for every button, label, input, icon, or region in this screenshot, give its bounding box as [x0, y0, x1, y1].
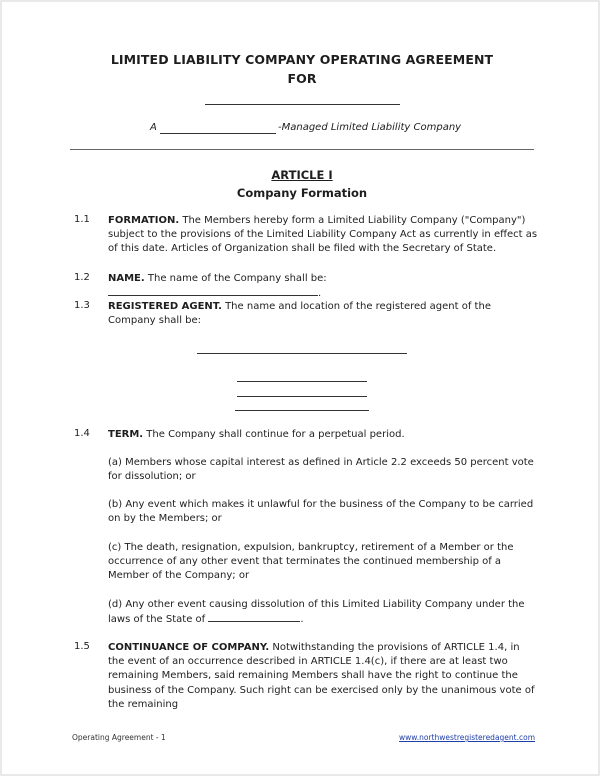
section-registered-agent [108, 300, 538, 328]
header-divider [70, 149, 534, 150]
section-number: 1.5 [74, 641, 90, 652]
section-text: Notwithstanding the provisions of ARTICLE 1.4, in the event of an occurrence described in ARTICLE 1.4(c), if there are at least two remaining Members, said remaining Members shall have the right to continue the business of the Company. Such right can be exercised only by the unanimous vote of the remaining [108, 642, 535, 710]
footer-website-link[interactable]: www.northwestregisteredagent.com [399, 733, 536, 742]
section-number: 1.2 [74, 272, 90, 283]
company-name-field[interactable] [108, 286, 318, 296]
section-heading: REGISTERED AGENT. [108, 301, 222, 312]
subtitle-suffix: -Managed Limited Liability Company [278, 122, 462, 133]
document-title: LIMITED LIABILITY COMPANY OPERATING AGREEMENT [110, 52, 494, 67]
managed-type-blank[interactable] [160, 133, 276, 134]
article-name: Company Formation [236, 186, 368, 200]
article-number: ARTICLE I [271, 168, 333, 182]
section-text: The Company shall continue for a perpetual period. [146, 429, 405, 440]
agent-name-field[interactable] [197, 353, 407, 354]
section-text: The name of the Company shall be: [147, 273, 327, 284]
term-clause-d [108, 598, 538, 627]
section-end: . [318, 288, 322, 300]
document-title-for: FOR [287, 71, 317, 86]
footer-page-label: Operating Agreement - 1 [72, 733, 166, 742]
clause-d-text: (d) Any other event causing dissolution of this Limited Liability Company under the laws of the State of [108, 599, 525, 626]
section-heading: NAME. [108, 273, 145, 284]
section-name [108, 272, 538, 301]
section-heading: FORMATION. [108, 215, 180, 226]
company-name-blank[interactable] [205, 104, 400, 105]
state-field[interactable] [208, 612, 300, 622]
term-clause-c: (c) The death, resignation, expulsion, bankruptcy, retirement of a Member or the occurrence of any other event that terminates the continued membership of a Member of the Company; or [108, 542, 514, 582]
section-text: The name and location of the registered agent of the Company shall be: [108, 301, 491, 327]
agent-address-line-2[interactable] [237, 396, 367, 397]
section-number: 1.1 [74, 214, 90, 225]
term-clause-a: (a) Members whose capital interest as defined in Article 2.2 exceeds 50 percent vote for dissolution; or [108, 457, 534, 483]
section-formation [108, 214, 538, 257]
clause-d-end: . [300, 614, 304, 626]
agent-address-line-3[interactable] [235, 410, 369, 411]
subtitle-prefix: A [150, 122, 157, 133]
section-number: 1.4 [74, 428, 90, 439]
section-text: The Members hereby form a Limited Liability Company ("Company") subject to the provisions of the Limited Liability Company Act as currently in effect as of this date. Articles of Organization shall be filed with the Secretary of State. [108, 215, 538, 255]
section-number: 1.3 [74, 300, 90, 311]
section-heading: CONTINUANCE OF COMPANY. [108, 642, 270, 653]
term-clause-b: (b) Any event which makes it unlawful for the business of the Company to be carried on by the Members; or [108, 499, 534, 525]
section-heading: TERM. [108, 429, 144, 440]
section-continuance [108, 641, 538, 712]
agent-address-line-1[interactable] [237, 381, 367, 382]
section-term [108, 428, 538, 442]
